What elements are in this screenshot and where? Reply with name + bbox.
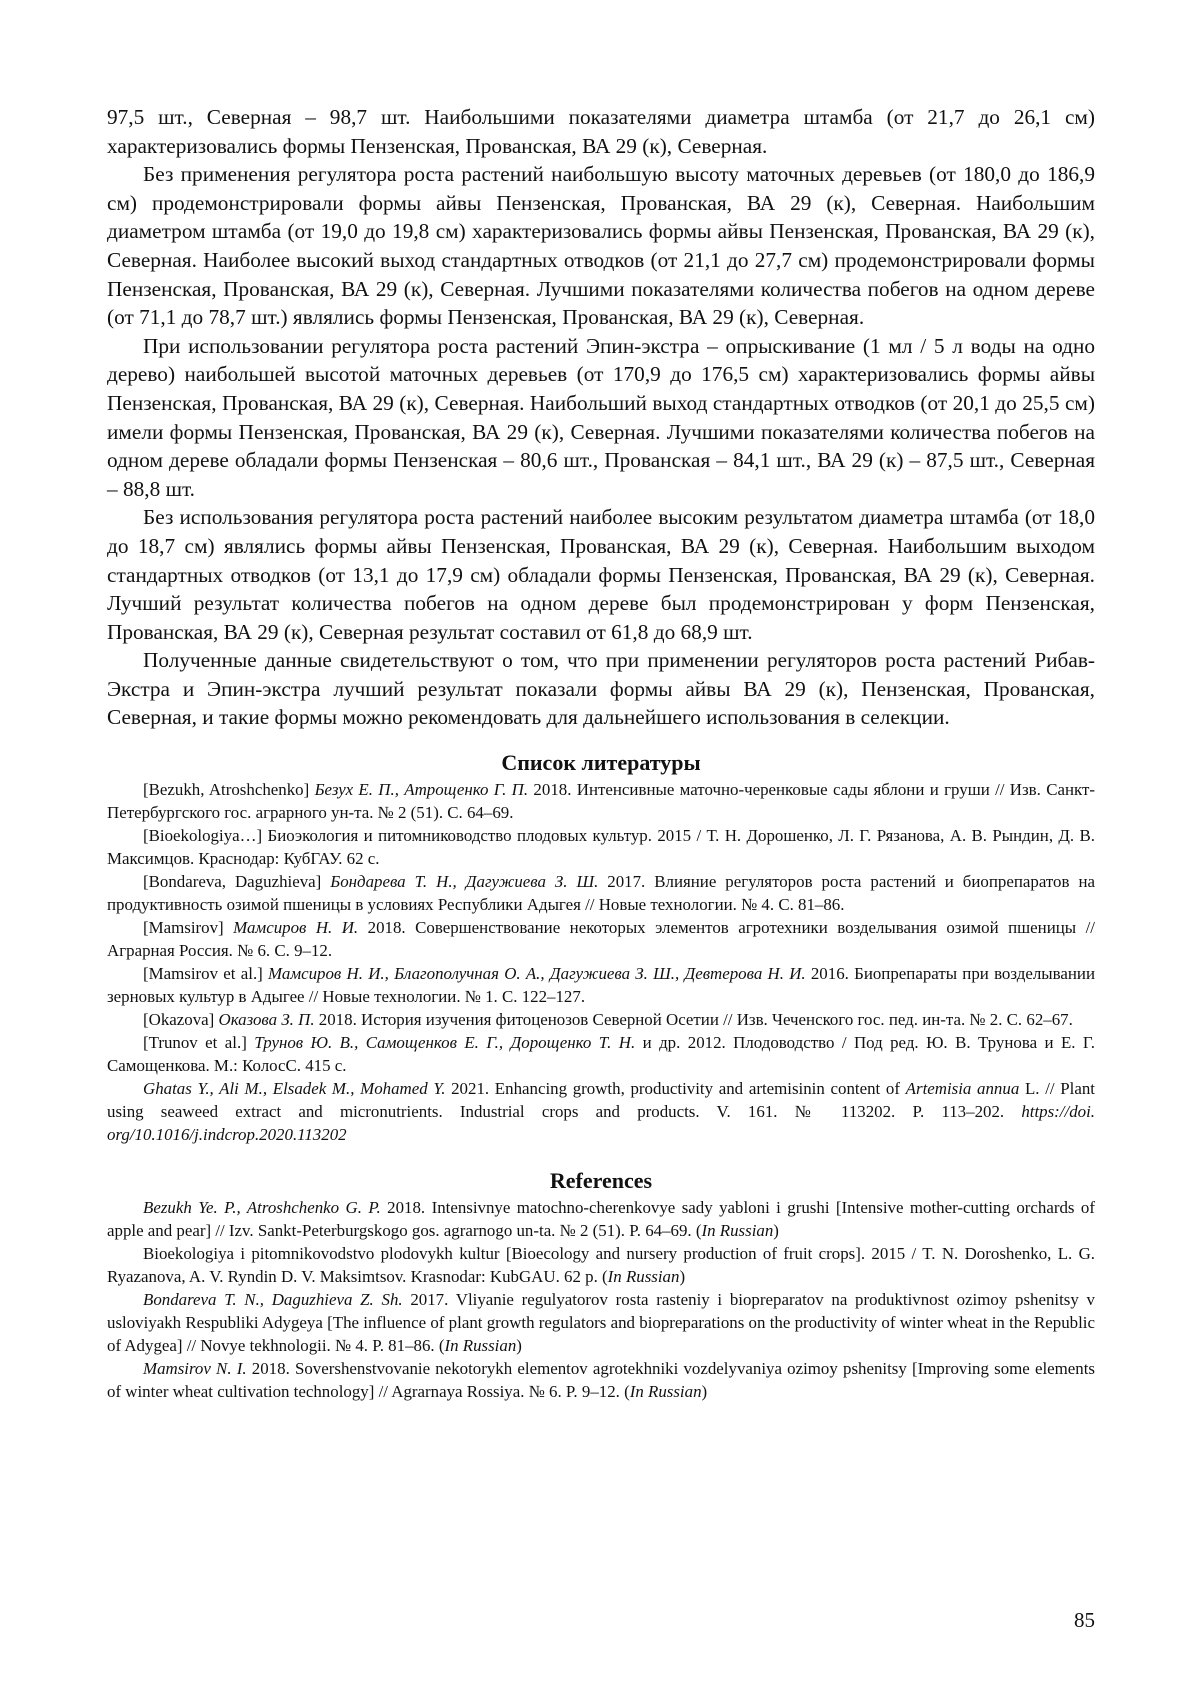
reference-text-run: 2018. Совершенствование некоторых элементов агротехники возделывания озимой пшеницы // Аграрная Россия. № 6. С. 9–12. — [107, 918, 1095, 960]
reference-text-run: ) — [773, 1221, 779, 1240]
reference-text-run: L. // Plant using seaweed extract and micronutrients. Industrial crops and products. V. 161. № 113202. P. 113–202. — [107, 1079, 1095, 1121]
reference-text-run: 2018. Intensivnye matochno-cherenkovye sady yabloni i grushi [Intensive mother-cutting orchards of apple and pear] // Izv. Sankt-Peterburgskogo gos. agrarnogo un-ta. № 2 (51). P. 64–69. ( — [107, 1198, 1095, 1240]
literature-list — [107, 778, 1095, 1146]
reference-italic-run: Bezukh Ye. P., Atroshchenko G. P. — [143, 1198, 381, 1217]
reference-item — [107, 1008, 1095, 1031]
reference-text-run: [Mamsirov] — [143, 918, 233, 937]
paragraph-5: Полученные данные свидетельствуют о том, что при применении регуляторов роста растений Рибав-Экстра и Эпин-экстра лучший результат показали формы айвы ВА 29 (к), Пензенская, Прованская, Северная, и такие формы можно рекомендовать для дальнейшего использования в селекции. — [107, 646, 1095, 732]
reference-text-run: [Trunov et al.] — [143, 1033, 254, 1052]
reference-text-run: Bioekologiya i pitomnikovodstvo plodovykh kultur [Bioecology and nursery production of fruit crops]. 2015 / T. N. Doroshenko, L. G. Ryazanova, A. V. Ryndin D. V. Maksimtsov. Krasnodar: KubGAU. 62 p. ( — [107, 1244, 1095, 1286]
reference-text-run: [Bezukh, Atroshchenko] — [143, 780, 315, 799]
literature-heading: Список литературы — [107, 748, 1095, 778]
paragraph-4: Без использования регулятора роста растений наиболее высоким результатом диаметра штамба (от 18,0 до 18,7 см) являлись формы айвы Пензенская, Прованская, ВА 29 (к), Северная. Наибольшим выходом стандартных отводков (от 13,1 до 17,9 см) обладали формы Пензенская, Прованская, ВА 29 (к), Северная. Лучший результат количества побегов на одном дереве был продемонстрирован у форм Пензенская, Прованская, ВА 29 (к), Северная результат составил от 61,8 до 68,9 шт. — [107, 503, 1095, 646]
reference-text-run: [Mamsirov et al.] — [143, 964, 268, 983]
reference-italic-run: In Russian — [444, 1336, 516, 1355]
reference-italic-run: Трунов Ю. В., Самощенков Е. Г., Дорощенко Т. Н. — [254, 1033, 635, 1052]
page-body — [107, 103, 1095, 1403]
reference-text-run: ) — [702, 1382, 708, 1401]
reference-italic-run: Artemisia annua — [906, 1079, 1020, 1098]
reference-text-run: 2018. Интенсивные маточно-черенковые сады яблони и груши // Изв. Санкт-Петербургского гос. аграрного ун-та. № 2 (51). С. 64–69. — [107, 780, 1095, 822]
reference-item — [107, 1242, 1095, 1288]
reference-text-run: 2021. Enhancing growth, productivity and artemisinin content of — [445, 1079, 905, 1098]
paragraph-1: 97,5 шт., Северная – 98,7 шт. Наибольшими показателями диаметра штамба (от 21,7 до 26,1 см) характеризовались формы Пензенская, Прованская, ВА 29 (к), Северная. — [107, 103, 1095, 160]
reference-item — [107, 1077, 1095, 1146]
reference-item — [107, 1031, 1095, 1077]
reference-item — [107, 1288, 1095, 1357]
reference-text-run: [Bondareva, Daguzhieva] — [143, 872, 330, 891]
reference-italic-run: https://doi. org/10.1016/j.indcrop.2020.113202 — [107, 1102, 1095, 1144]
reference-item — [107, 916, 1095, 962]
reference-text-run: 2017. Влияние регуляторов роста растений и биопрепаратов на продуктивность озимой пшеницы в условиях Республики Адыгея // Новые технологии. № 4. С. 81–86. — [107, 872, 1095, 914]
reference-text-run: 2016. Биопрепараты при возделывании зерновых культур в Адыгее // Новые технологии. № 1. С. 122–127. — [107, 964, 1095, 1006]
reference-italic-run: In Russian — [630, 1382, 702, 1401]
reference-italic-run: Безух Е. П., Атрощенко Г. П. — [315, 780, 529, 799]
reference-text-run: 2017. Vliyanie regulyatorov rosta rasteniy i biopreparatov na produktivnost ozimoy pshenitsy v usloviyakh Respubliki Adygeya [The influence of plant growth regulators and biopreparations on the productivity of winter wheat in the Republic of Adygea] // Novye tekhnologii. № 4. P. 81–86. ( — [107, 1290, 1095, 1355]
references-heading: References — [107, 1166, 1095, 1196]
reference-text-run: 2018. История изучения фитоценозов Северной Осетии // Изв. Чеченского гос. пед. ин-та. № 2. С. 62–67. — [315, 1010, 1073, 1029]
reference-text-run: 2018. Sovershenstvovanie nekotorykh elementov agrotekhniki vozdelyvaniya ozimoy pshenitsy [Improving some elements of winter wheat cultivation technology] // Agrarnaya Rossiya. № 6. P. 9–12. ( — [107, 1359, 1095, 1401]
paragraph-3: При использовании регулятора роста растений Эпин-экстра – опрыскивание (1 мл / 5 л воды на одно дерево) наибольшей высотой маточных деревьев (от 170,9 до 176,5 см) характеризовались формы айвы Пензенская, Прованская, ВА 29 (к), Северная. Наибольший выход стандартных отводков (от 20,1 до 25,5 см) имели формы Пензенская, Прованская, ВА 29 (к), Северная. Лучшими показателями количества побегов на одном дереве обладали формы Пензенская – 80,6 шт., Прованская – 84,1 шт., ВА 29 (к) – 87,5 шт., Северная – 88,8 шт. — [107, 332, 1095, 504]
reference-italic-run: In Russian — [608, 1267, 680, 1286]
page-number: 85 — [1074, 1608, 1095, 1633]
reference-italic-run: Оказова З. П. — [219, 1010, 315, 1029]
reference-text-run: [Bioekologiya…] Биоэкология и питомниководство плодовых культур. 2015 / Т. Н. Дорошенко, Л. Г. Рязанова, А. В. Рындин, Д. В. Максимцов. Краснодар: КубГАУ. 62 с. — [107, 826, 1095, 868]
reference-item — [107, 962, 1095, 1008]
reference-italic-run: Mamsirov N. I. — [143, 1359, 247, 1378]
references-list — [107, 1196, 1095, 1403]
reference-italic-run: Ghatas Y., Ali M., Elsadek M., Mohamed Y. — [143, 1079, 445, 1098]
reference-text-run: [Okazova] — [143, 1010, 219, 1029]
reference-item — [107, 870, 1095, 916]
reference-italic-run: Мамсиров Н. И. — [233, 918, 358, 937]
paragraph-2: Без применения регулятора роста растений наибольшую высоту маточных деревьев (от 180,0 до 186,9 см) продемонстрировали формы айвы Пензенская, Прованская, ВА 29 (к), Северная. Наибольшим диаметром штамба (от 19,0 до 19,8 см) характеризовались формы айвы Пензенская, Прованская, ВА 29 (к), Северная. Наиболее высокий выход стандартных отводков (от 21,1 до 27,7 см) продемонстрировали формы Пензенская, Прованская, ВА 29 (к), Северная. Лучшими показателями количества побегов на одном дереве (от 71,1 до 78,7 шт.) являлись формы Пензенская, Прованская, ВА 29 (к), Северная. — [107, 160, 1095, 332]
reference-item — [107, 1196, 1095, 1242]
reference-italic-run: Мамсиров Н. И., Благополучная О. А., Дагужиева З. Ш., Девтерова Н. И. — [268, 964, 806, 983]
reference-text-run: ) — [679, 1267, 685, 1286]
reference-italic-run: In Russian — [702, 1221, 774, 1240]
reference-item — [107, 824, 1095, 870]
reference-text-run: и др. 2012. Плодоводство / Под ред. Ю. В. Трунова и Е. Г. Самощенкова. М.: КолосС. 415 с. — [107, 1033, 1095, 1075]
reference-italic-run: Бондарева Т. Н., Дагужиева З. Ш. — [330, 872, 598, 891]
reference-text-run: ) — [516, 1336, 522, 1355]
reference-item — [107, 778, 1095, 824]
reference-item — [107, 1357, 1095, 1403]
reference-italic-run: Bondareva T. N., Daguzhieva Z. Sh. — [143, 1290, 403, 1309]
